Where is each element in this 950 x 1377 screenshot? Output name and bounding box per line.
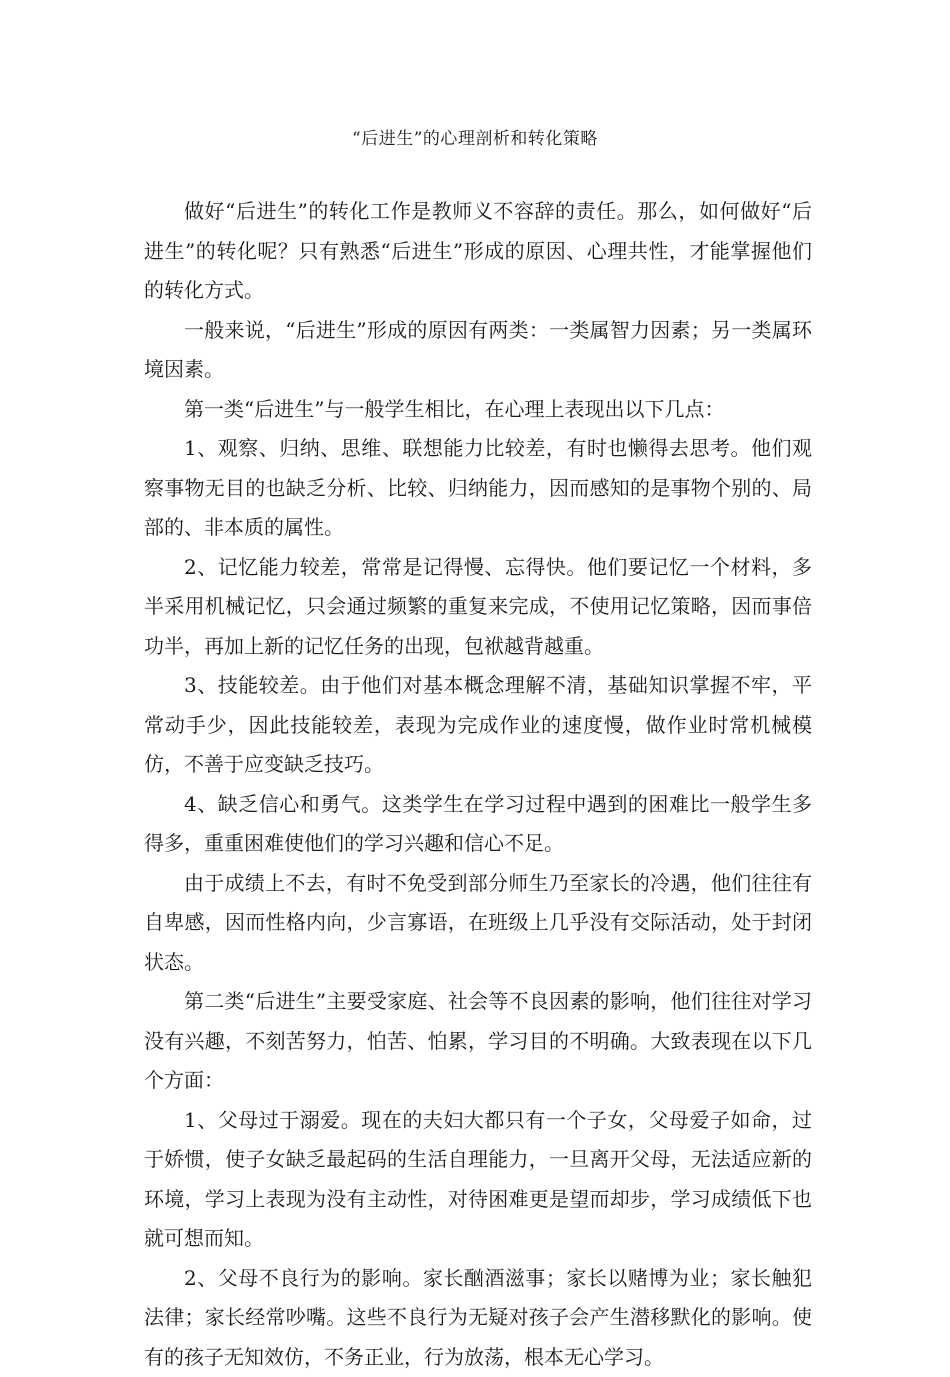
paragraph-type1-heading: 第一类“后进生”与一般学生相比，在心理上表现出以下几点： — [144, 390, 812, 430]
paragraph-type1-point3: 3、技能较差。由于他们对基本概念理解不清，基础知识掌握不牢，平常动手少，因此技能较差，表现为完成作业的速度慢，做作业时常机械模仿，不善于应变缺乏技巧。 — [144, 666, 812, 785]
document-title: “后进生”的心理剖析和转化策略 — [0, 125, 950, 153]
paragraph-type2-heading: 第二类“后进生”主要受家庭、社会等不良因素的影响，他们往往对学习没有兴趣，不刻苦努力，怕苦、怕累，学习目的不明确。大致表现在以下几个方面： — [144, 982, 812, 1101]
paragraph-type1-point1: 1、观察、归纳、思维、联想能力比较差，有时也懒得去思考。他们观察事物无目的也缺乏分析、比较、归纳能力，因而感知的是事物个别的、局部的、非本质的属性。 — [144, 429, 812, 548]
paragraph-causes: 一般来说，“后进生”形成的原因有两类：一类属智力因素；另一类属环境因素。 — [144, 311, 812, 390]
paragraph-type1-point2: 2、记忆能力较差，常常是记得慢、忘得快。他们要记忆一个材料，多半采用机械记忆，只会通过频繁的重复来完成，不使用记忆策略，因而事倍功半，再加上新的记忆任务的出现，包袱越背越重。 — [144, 548, 812, 667]
paragraph-type1-point4: 4、缺乏信心和勇气。这类学生在学习过程中遇到的困难比一般学生多得多，重重困难使他们的学习兴趣和信心不足。 — [144, 785, 812, 864]
paragraph-intro: 做好“后进生”的转化工作是教师义不容辞的责任。那么，如何做好“后进生”的转化呢？只有熟悉“后进生”形成的原因、心理共性，才能掌握他们的转化方式。 — [144, 192, 812, 311]
paragraph-type1-summary: 由于成绩上不去，有时不免受到部分师生乃至家长的冷遇，他们往往有自卑感，因而性格内向，少言寡语，在班级上几乎没有交际活动，处于封闭状态。 — [144, 864, 812, 983]
document-body — [144, 192, 812, 1377]
paragraph-type2-point1: 1、父母过于溺爱。现在的夫妇大都只有一个子女，父母爱子如命，过于娇惯，使子女缺乏最起码的生活自理能力，一旦离开父母，无法适应新的环境，学习上表现为没有主动性，对待困难更是望而却步，学习成绩低下也就可想而知。 — [144, 1101, 812, 1259]
paragraph-type2-point2: 2、父母不良行为的影响。家长酗酒滋事；家长以赌博为业；家长触犯法律；家长经常吵嘴。这些不良行为无疑对孩子会产生潜移默化的影响。使有的孩子无知效仿，不务正业，行为放荡，根本无心学习。 — [144, 1259, 812, 1377]
